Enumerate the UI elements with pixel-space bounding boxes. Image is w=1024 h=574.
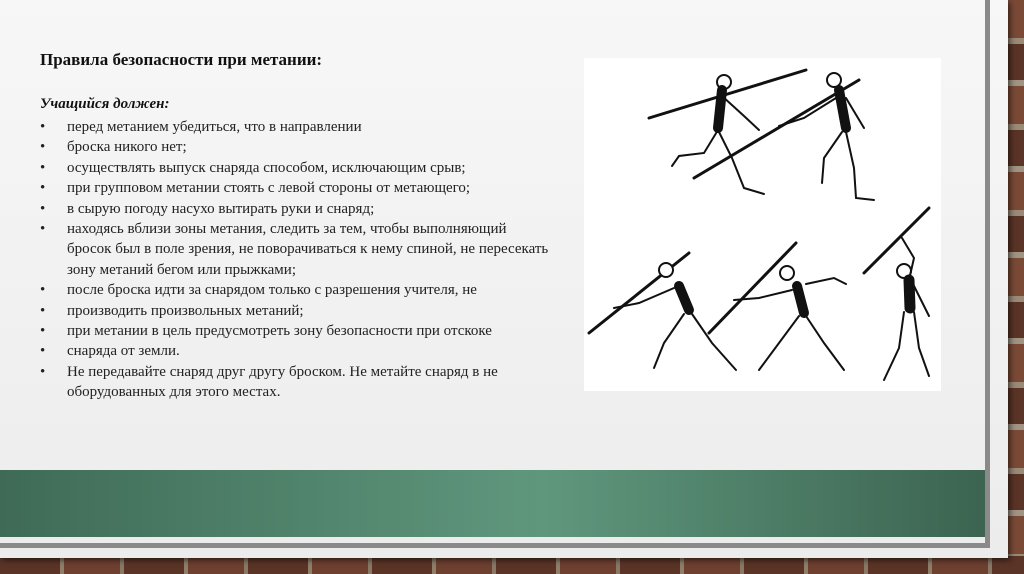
athlete-figure-3: [589, 253, 736, 370]
list-item: • броска никого нет;: [40, 137, 550, 157]
brick-wall-background-bottom: [0, 556, 1024, 574]
athlete-figure-5: [864, 208, 929, 380]
slide-title: Правила безопасности при метании:: [40, 50, 323, 69]
list-item: • производить произвольных метаний;: [40, 301, 550, 321]
javelin-throw-illustration: [584, 58, 941, 391]
slide-subtitle: Учащийся должен:: [40, 96, 170, 112]
list-item: • при метании в цель предусмотреть зону безопасности при отскоке: [40, 321, 550, 341]
athlete-figure-1: [649, 70, 806, 194]
list-item: • после броска идти за снарядом только с разрешения учителя, не: [40, 280, 550, 300]
list-item: • перед метанием убедиться, что в направлении: [40, 117, 550, 137]
rules-list: [40, 117, 550, 403]
list-item: • находясь вблизи зоны метания, следить за тем, чтобы выполняющий бросок был в поле зрения, не поворачиваться к нему спиной, не пересекать зону метаний бегом или прыжками;: [40, 219, 550, 280]
list-item: • осуществлять выпуск снаряда способом, исключающим срыв;: [40, 158, 550, 178]
list-item: • Не передавайте снаряд друг другу броском. Не метайте снаряд в не оборудованных для этого местах.: [40, 362, 550, 403]
list-item: • в сырую погоду насухо вытирать руки и снаряд;: [40, 199, 550, 219]
green-band: [0, 470, 985, 537]
list-item: • снаряда от земли.: [40, 341, 550, 361]
athlete-figure-4: [709, 243, 846, 370]
list-item: • при групповом метании стоять с левой стороны от метающего;: [40, 178, 550, 198]
